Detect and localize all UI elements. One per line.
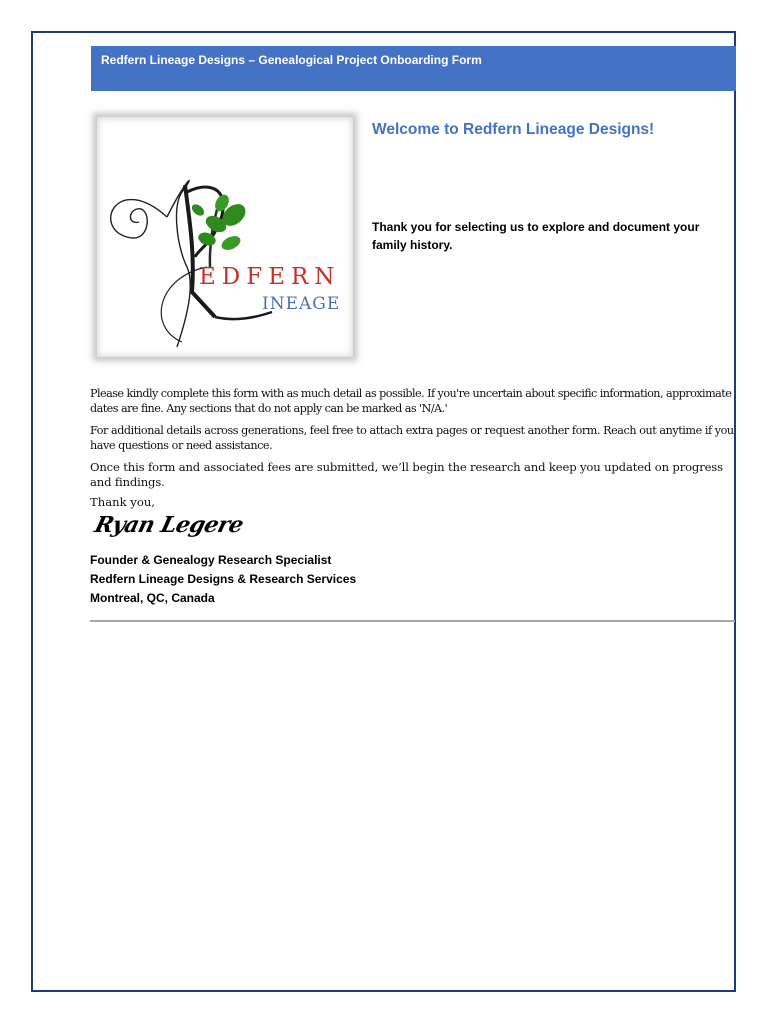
welcome-intro: Thank you for selecting us to explore and document your family history. xyxy=(372,220,700,252)
header-banner xyxy=(91,46,736,91)
logo-wordmark-bottom: INEAGE xyxy=(262,294,341,314)
company-logo xyxy=(97,117,353,357)
additional-details-paragraph: For additional details across generations, feel free to attach extra pages or request another form. Reach out anytime if you have questions or need assistance. xyxy=(90,424,734,452)
redfern-lineage-logo xyxy=(97,117,353,357)
instructions-paragraph: Please kindly complete this form with as much detail as possible. If you're uncertain about specific information, approximate dates are fine. Any sections that do not apply can be marked as 'N/A.' xyxy=(90,387,732,415)
closing-line: Thank you, xyxy=(90,495,155,509)
signer-company: Redfern Lineage Designs & Research Services xyxy=(90,572,357,586)
form-title: Redfern Lineage Designs – Genealogical Project Onboarding Form xyxy=(101,53,482,67)
welcome-heading: Welcome to Redfern Lineage Designs! xyxy=(372,121,655,138)
logo-wordmark-top: EDFERN xyxy=(199,264,341,290)
signer-location: Montreal, QC, Canada xyxy=(90,591,215,605)
handwritten-signature: Ryan Legere xyxy=(92,512,247,538)
signer-title: Founder & Genealogy Research Specialist xyxy=(90,553,332,567)
submission-paragraph: Once this form and associated fees are submitted, we’ll begin the research and keep you updated on progress and findings. xyxy=(90,460,723,489)
section-divider xyxy=(90,620,735,622)
